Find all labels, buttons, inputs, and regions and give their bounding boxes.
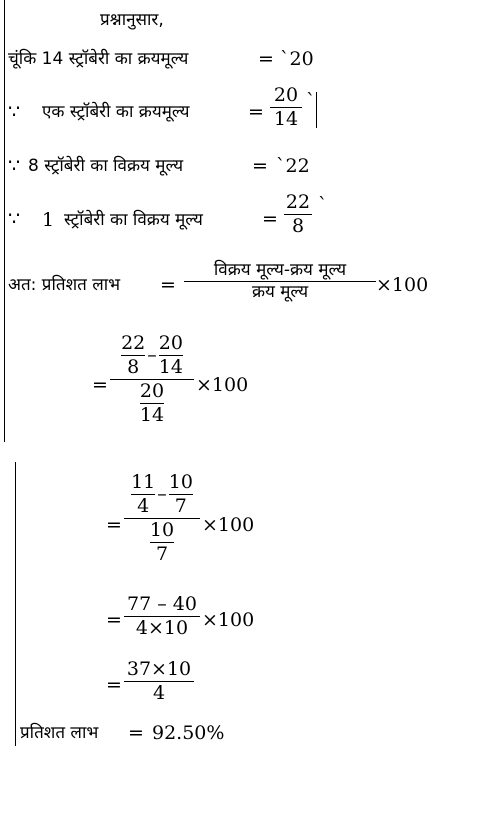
- step4-denominator: 4: [152, 682, 166, 704]
- step1-d-num: 20: [139, 380, 165, 402]
- step2-numerator: [124, 473, 200, 516]
- step1-frac-d: [140, 382, 164, 425]
- step1-frac-a: [121, 334, 145, 377]
- step2-b-num: 10: [168, 471, 193, 493]
- final-text: प्रतिशत लाभ: [20, 723, 99, 743]
- line4-equals: =: [262, 208, 278, 230]
- step2-equals: =: [106, 514, 122, 536]
- line2-equals: =: [248, 101, 264, 123]
- because-symbol: ∵: [8, 101, 21, 123]
- because-symbol: ∵: [8, 208, 21, 230]
- line2-text: एक स्ट्रॉबेरी का क्रयमूल्य: [42, 102, 190, 122]
- line5-text: अत: प्रतिशत लाभ: [8, 275, 121, 295]
- step2-multiplier: ×100: [202, 514, 255, 536]
- line5-multiplier: ×100: [376, 274, 429, 296]
- step2-denominator: [124, 521, 200, 564]
- step1-multiplier: ×100: [196, 374, 249, 396]
- line4-prefix: 1: [42, 209, 55, 231]
- because-symbol: ∵: [8, 155, 21, 177]
- heading: प्रश्नानुसार,: [100, 10, 164, 30]
- step3-equals: =: [106, 609, 122, 631]
- line4-fraction: [284, 193, 312, 236]
- line1-equals: =: [258, 48, 274, 70]
- minus-sign: –: [157, 483, 167, 505]
- step3-multiplier: ×100: [202, 609, 255, 631]
- step3-denominator: 4×10: [135, 617, 189, 639]
- step2-b-den: 7: [174, 495, 187, 517]
- step1-denominator: [110, 382, 194, 425]
- line4-tail: `: [318, 194, 328, 216]
- line4-denominator: 8: [291, 215, 305, 237]
- step1-b-num: 20: [158, 332, 183, 354]
- step2-fraction: [124, 473, 200, 564]
- step2-frac-b: [169, 473, 193, 516]
- left-rule-top: [4, 0, 5, 442]
- step2-frac-a: [131, 473, 155, 516]
- step1-d-den: 14: [139, 404, 165, 426]
- step1-numerator: [110, 334, 194, 377]
- line4-text: स्ट्रॉबेरी का विक्रय मूल्य: [64, 210, 203, 230]
- minus-sign: –: [147, 344, 157, 366]
- step2-d-num: 10: [149, 519, 175, 541]
- step1-a-den: 8: [127, 356, 140, 378]
- step1-fraction: [110, 334, 194, 425]
- final-equals: =: [128, 722, 144, 744]
- step1-equals: =: [92, 374, 108, 396]
- right-rule-line2: [316, 92, 317, 128]
- line3-text: 8 स्ट्रॉबेरी का विक्रय मूल्य: [28, 156, 184, 176]
- line3-value: `22: [276, 155, 310, 177]
- line4-numerator: 22: [285, 191, 311, 213]
- step4-numerator: 37×10: [126, 658, 192, 680]
- step1-a-num: 22: [121, 332, 146, 354]
- step1-frac-b: [159, 334, 183, 377]
- step2-frac-d: [150, 521, 174, 564]
- line5-numerator: विक्रय मूल्य-क्रय मूल्य: [213, 260, 347, 280]
- step2-a-den: 4: [137, 495, 150, 517]
- line3-equals: =: [252, 155, 268, 177]
- line5-denominator: क्रय मूल्य: [251, 282, 309, 302]
- step1-b-den: 14: [158, 356, 183, 378]
- line2-fraction: [270, 86, 302, 129]
- step2-d-den: 7: [155, 543, 169, 565]
- step3-numerator: 77 – 40: [127, 593, 197, 615]
- step2-a-num: 11: [131, 471, 156, 493]
- line5-equals: =: [160, 274, 176, 296]
- line5-fraction: [184, 262, 376, 301]
- line2-numerator: 20: [273, 84, 299, 106]
- line1-text: चूंकि 14 स्ट्रॉबेरी का क्रयमूल्य: [8, 49, 189, 69]
- step3-fraction: [124, 595, 200, 638]
- line2-tail: `: [306, 90, 316, 112]
- step4-fraction: [124, 660, 194, 703]
- final-value: 92.50%: [152, 722, 225, 744]
- left-rule-bottom: [15, 462, 16, 746]
- step4-equals: =: [106, 674, 122, 696]
- line1-value: `20: [280, 48, 314, 70]
- line2-denominator: 14: [273, 108, 299, 130]
